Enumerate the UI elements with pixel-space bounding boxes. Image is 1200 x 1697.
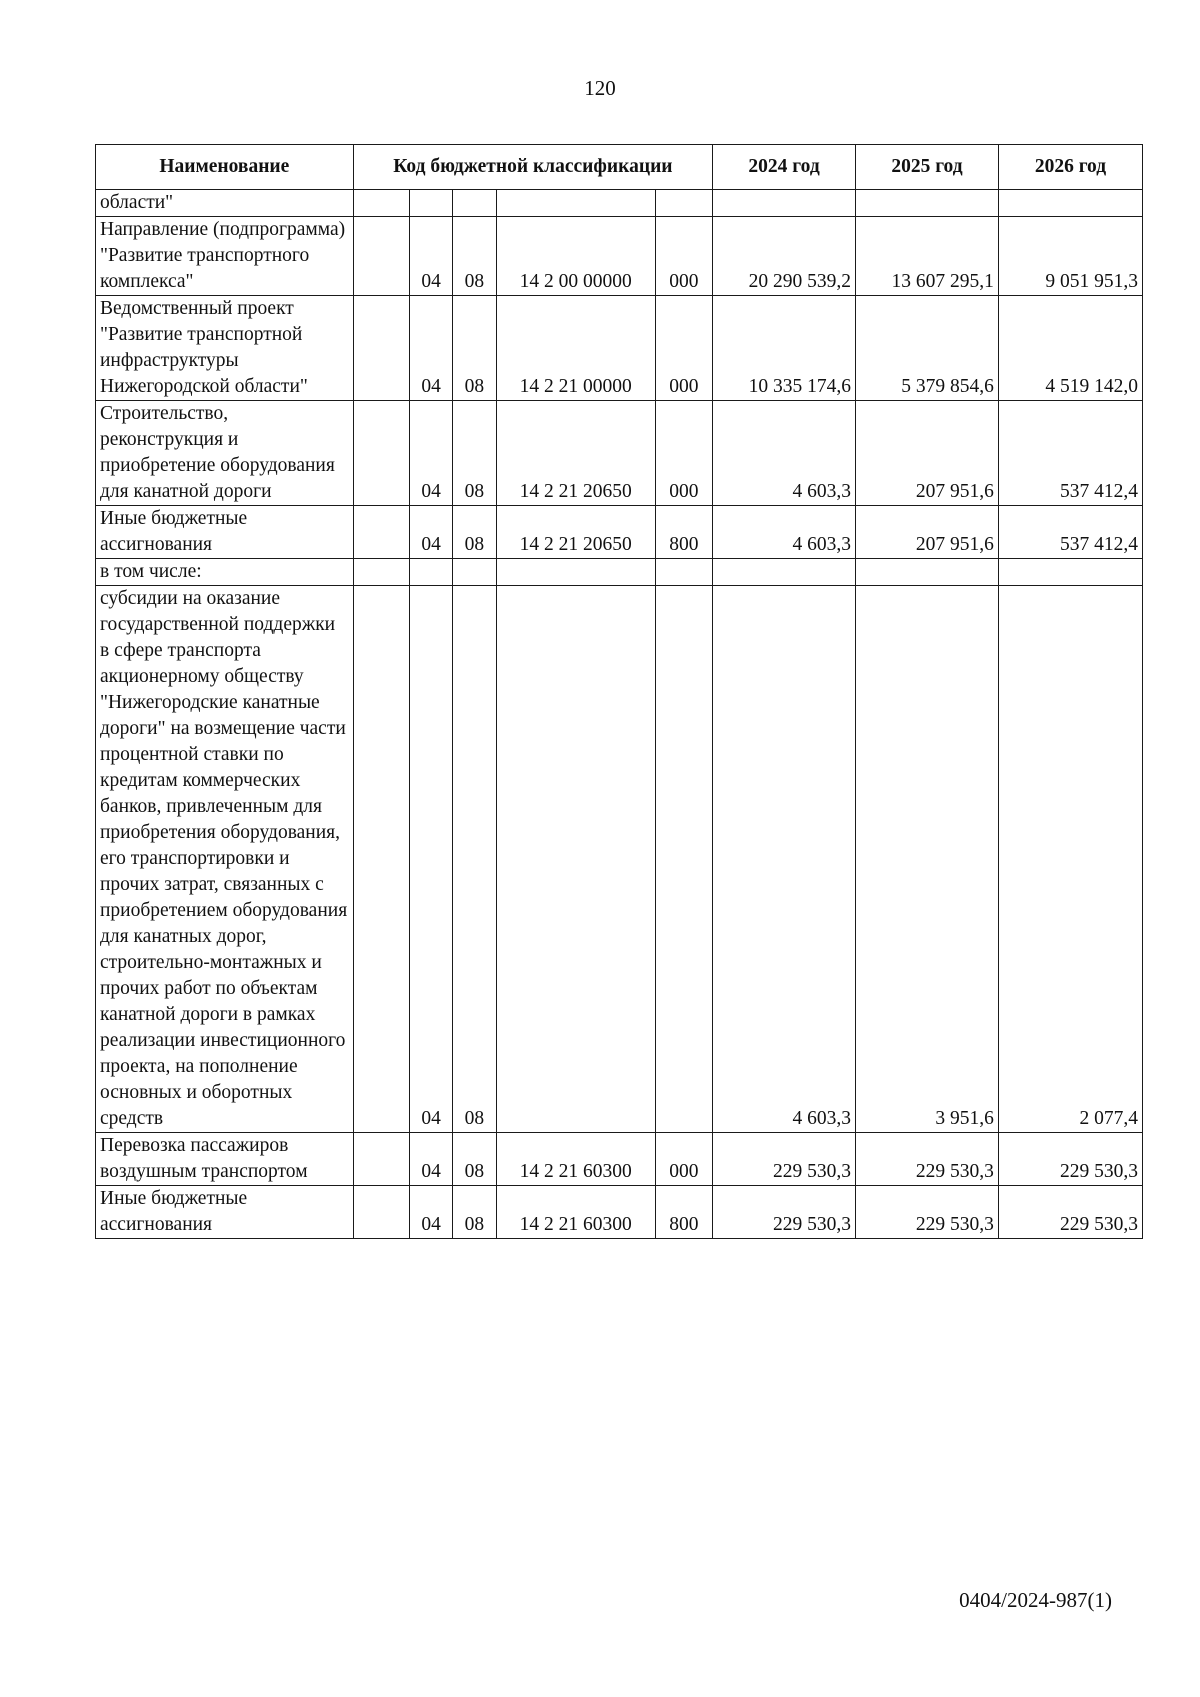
cell-2026: 537 412,4 [998, 401, 1142, 506]
cell-target-article: 14 2 21 60300 [496, 1186, 655, 1239]
page-number: 120 [584, 76, 616, 100]
cell-name: Строительство, реконструкция и приобретение оборудования для канатной дороги [96, 401, 354, 506]
cell-2026: 537 412,4 [998, 506, 1142, 559]
cell-2024: 229 530,3 [713, 1133, 856, 1186]
cell-2026: 229 530,3 [998, 1186, 1142, 1239]
cell-section: 04 [409, 1133, 452, 1186]
cell-2025: 229 530,3 [856, 1186, 999, 1239]
table-row [96, 1186, 1143, 1239]
cell-section: 04 [409, 586, 452, 1133]
cell-subsection [453, 559, 496, 586]
cell-section: 04 [409, 296, 452, 401]
cell-grbs [353, 217, 409, 296]
cell-section: 04 [409, 1186, 452, 1239]
header-code: Код бюджетной классификации [353, 145, 712, 190]
table-row [96, 1133, 1143, 1186]
cell-2025: 229 530,3 [856, 1133, 999, 1186]
cell-subsection: 08 [453, 506, 496, 559]
cell-2025: 5 379 854,6 [856, 296, 999, 401]
cell-target-article: 14 2 21 20650 [496, 401, 655, 506]
cell-target-article: 14 2 00 00000 [496, 217, 655, 296]
table-row [96, 296, 1143, 401]
cell-2025: 3 951,6 [856, 586, 999, 1133]
cell-target-article [496, 190, 655, 217]
cell-2026 [998, 190, 1142, 217]
cell-section [409, 559, 452, 586]
cell-name: субсидии на оказание государственной поддержки в сфере транспорта акционерному обществу "Нижегородские канатные дороги" на возмещение части процентной ставки по кредитам коммерческих банков, привлеченным для приобретения оборудования, его транспортировки и прочих затрат, связанных с приобретением оборудования для канатных дорог, строительно-монтажных и прочих работ по объектам канатной дороги в рамках реализации инвестиционного проекта, на пополнение основных и оборотных средств [96, 586, 354, 1133]
table-row [96, 217, 1143, 296]
cell-expense-type: 000 [655, 296, 712, 401]
cell-subsection: 08 [453, 1133, 496, 1186]
cell-target-article [496, 586, 655, 1133]
table-row [96, 190, 1143, 217]
cell-2024: 10 335 174,6 [713, 296, 856, 401]
cell-2026: 4 519 142,0 [998, 296, 1142, 401]
cell-2026: 9 051 951,3 [998, 217, 1142, 296]
cell-2024: 20 290 539,2 [713, 217, 856, 296]
cell-section: 04 [409, 401, 452, 506]
header-2026: 2026 год [998, 145, 1142, 190]
cell-2025: 13 607 295,1 [856, 217, 999, 296]
cell-subsection: 08 [453, 296, 496, 401]
cell-subsection: 08 [453, 217, 496, 296]
cell-expense-type: 800 [655, 506, 712, 559]
cell-2024 [713, 190, 856, 217]
cell-expense-type [655, 559, 712, 586]
cell-2024: 229 530,3 [713, 1186, 856, 1239]
cell-grbs [353, 190, 409, 217]
cell-expense-type: 000 [655, 1133, 712, 1186]
cell-name: в том числе: [96, 559, 354, 586]
cell-target-article [496, 559, 655, 586]
cell-subsection: 08 [453, 586, 496, 1133]
cell-section: 04 [409, 217, 452, 296]
budget-table [95, 144, 1143, 1239]
cell-target-article: 14 2 21 00000 [496, 296, 655, 401]
cell-2025: 207 951,6 [856, 401, 999, 506]
cell-name: Иные бюджетные ассигнования [96, 506, 354, 559]
table-row [96, 559, 1143, 586]
cell-grbs [353, 296, 409, 401]
cell-expense-type: 800 [655, 1186, 712, 1239]
table-row [96, 586, 1143, 1133]
cell-2024 [713, 559, 856, 586]
cell-2024: 4 603,3 [713, 586, 856, 1133]
cell-subsection: 08 [453, 1186, 496, 1239]
cell-2025 [856, 190, 999, 217]
cell-grbs [353, 1186, 409, 1239]
cell-2025: 207 951,6 [856, 506, 999, 559]
cell-section [409, 190, 452, 217]
cell-2026: 229 530,3 [998, 1133, 1142, 1186]
cell-name: Ведомственный проект "Развитие транспортной инфраструктуры Нижегородской области" [96, 296, 354, 401]
cell-expense-type [655, 190, 712, 217]
cell-name: Иные бюджетные ассигнования [96, 1186, 354, 1239]
header-name: Наименование [96, 145, 354, 190]
cell-target-article: 14 2 21 20650 [496, 506, 655, 559]
header-2024: 2024 год [713, 145, 856, 190]
cell-expense-type: 000 [655, 217, 712, 296]
header-2025: 2025 год [856, 145, 999, 190]
cell-subsection: 08 [453, 401, 496, 506]
cell-grbs [353, 1133, 409, 1186]
cell-subsection [453, 190, 496, 217]
cell-grbs [353, 506, 409, 559]
cell-2025 [856, 559, 999, 586]
table-row [96, 506, 1143, 559]
document-code: 0404/2024-987(1) [959, 1588, 1112, 1612]
cell-name: Перевозка пассажиров воздушным транспортом [96, 1133, 354, 1186]
cell-grbs [353, 401, 409, 506]
cell-grbs [353, 586, 409, 1133]
cell-expense-type [655, 586, 712, 1133]
cell-2026: 2 077,4 [998, 586, 1142, 1133]
cell-section: 04 [409, 506, 452, 559]
cell-2026 [998, 559, 1142, 586]
cell-grbs [353, 559, 409, 586]
cell-expense-type: 000 [655, 401, 712, 506]
cell-name: Направление (подпрограмма) "Развитие транспортного комплекса" [96, 217, 354, 296]
cell-2024: 4 603,3 [713, 401, 856, 506]
cell-target-article: 14 2 21 60300 [496, 1133, 655, 1186]
cell-2024: 4 603,3 [713, 506, 856, 559]
table-header-row [96, 145, 1143, 190]
table-body [96, 190, 1143, 1239]
cell-name: области" [96, 190, 354, 217]
table-row [96, 401, 1143, 506]
